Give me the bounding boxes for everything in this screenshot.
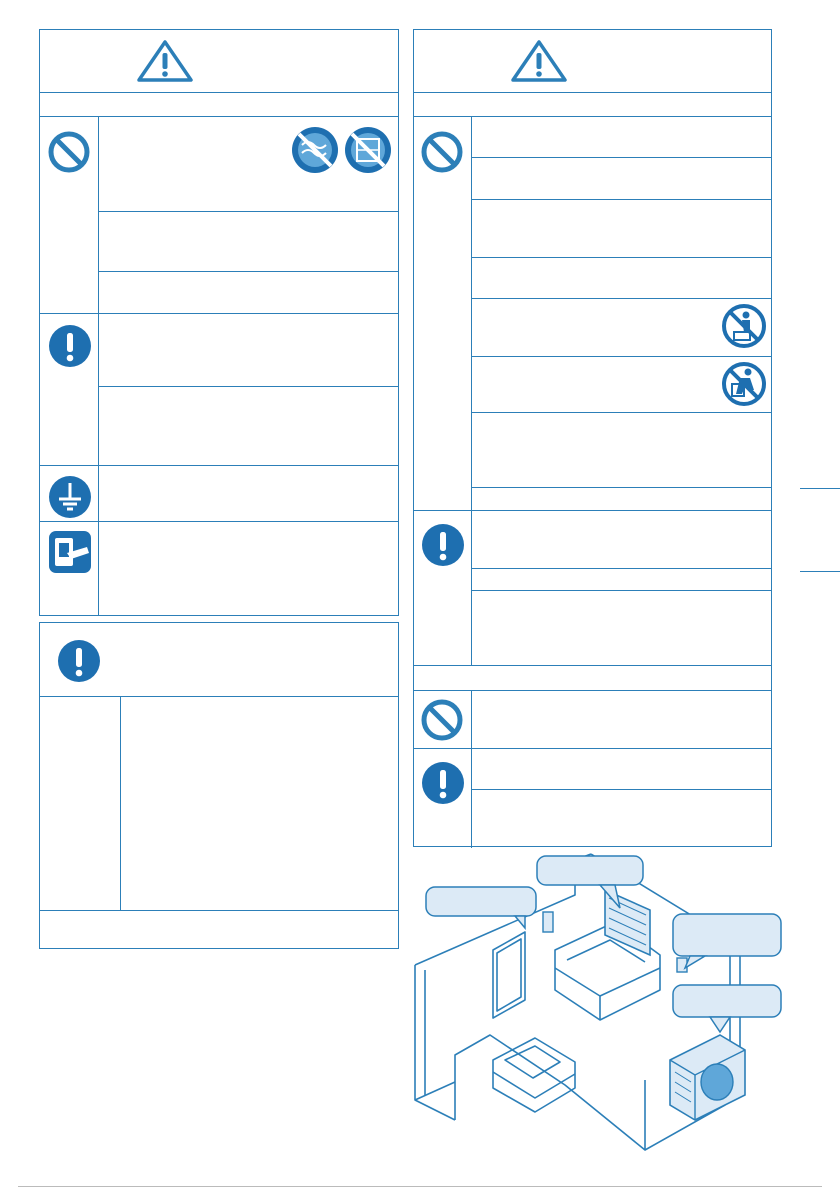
row-divider [98,211,398,212]
panel-header-divider [40,696,398,697]
mandatory-action-icon [56,638,102,684]
warning-triangle-icon [135,38,195,84]
column-divider [471,690,472,848]
margin-tab-mark [800,571,840,572]
section-divider [414,665,771,666]
warning-triangle-icon [509,38,569,84]
section-divider [414,690,771,691]
group-divider [414,510,771,511]
right-warning-panel [413,29,772,847]
row-divider [471,257,771,258]
panel-header [40,30,398,93]
row-divider [471,789,771,790]
prohibition-icon [420,130,464,174]
panel-header [414,30,771,93]
panel-footer-divider [40,910,398,911]
row-divider [471,356,771,357]
no-sitting-on-unit-icon [720,302,768,350]
margin-tab-mark [800,488,840,489]
earth-ground-icon [47,474,93,520]
row-divider [471,298,771,299]
no-wet-hands-icon [343,125,393,175]
mandatory-action-icon [420,760,466,806]
page-footer-rule [18,1186,822,1187]
left-warning-panel [39,29,399,616]
group-divider [414,748,771,749]
column-divider [120,696,121,910]
no-water-spray-icon [290,125,340,175]
group-divider [40,313,398,314]
panel-subheader [40,92,398,117]
mandatory-action-icon [420,522,466,568]
left-caution-panel [39,622,399,949]
group-divider [40,521,398,522]
no-climbing-icon [720,360,768,408]
row-divider [471,199,771,200]
room-installation-illustration [395,850,790,1185]
row-divider [471,590,771,591]
mandatory-action-icon [47,323,93,369]
prohibition-icon [47,130,91,174]
row-divider [471,568,771,569]
panel-subheader [414,92,771,117]
row-divider [98,386,398,387]
group-divider [40,465,398,466]
prohibition-icon [420,698,464,742]
row-divider [471,157,771,158]
unplug-icon [47,529,93,575]
row-divider [471,412,771,413]
row-divider [98,271,398,272]
row-divider [471,487,771,488]
